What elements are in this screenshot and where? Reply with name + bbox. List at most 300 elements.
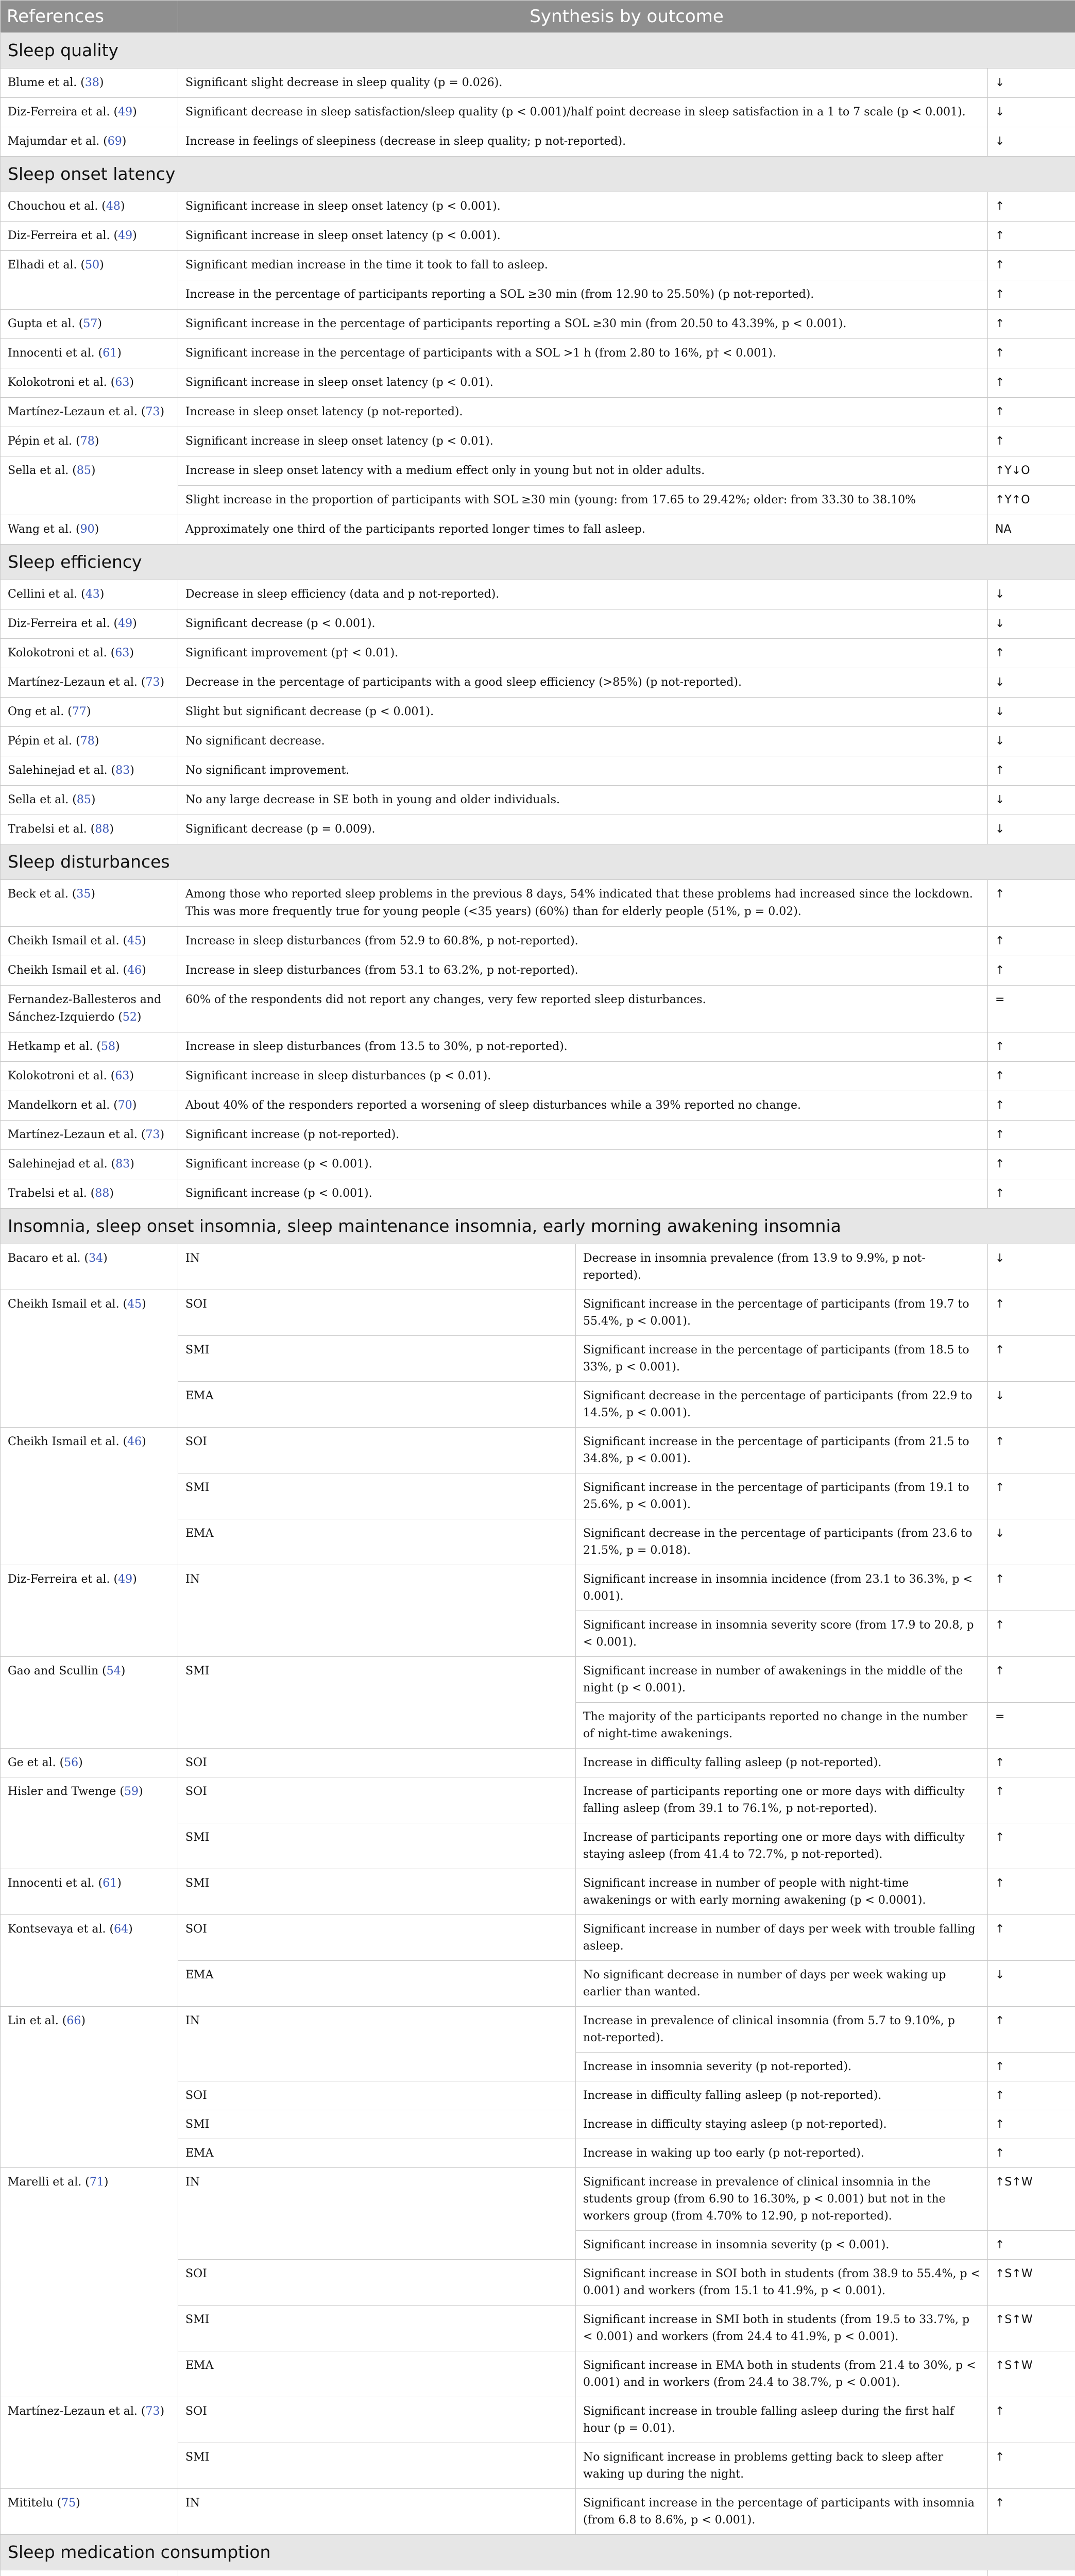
insomnia-type: EMA — [178, 2139, 576, 2168]
table-row — [1, 815, 1075, 844]
citation-link[interactable]: 50 — [85, 259, 100, 272]
citation-link[interactable]: 49 — [118, 1573, 133, 1586]
insomnia-type: SOI — [178, 1915, 576, 1961]
citation-link[interactable]: 77 — [72, 705, 87, 718]
insomnia-type: IN — [178, 2489, 576, 2535]
outcome-description: Increase in sleep disturbances (from 53.1 to 63.2%, p not-reported). — [178, 956, 988, 986]
reference-name: Diz-Ferreira et al. — [8, 1573, 110, 1586]
reference-name: Wang et al. — [8, 523, 73, 536]
outcome-description: Significant increase in sleep onset latency (p < 0.001). — [178, 222, 988, 251]
outcome-description: Decrease in sleep efficiency (data and p not-reported). — [178, 580, 988, 609]
reference-cell: Beck et al. (35) — [1, 880, 178, 927]
direction-indicator: ↓ — [988, 668, 1075, 698]
table-row — [1, 1062, 1075, 1091]
reference-name: Martínez-Lezaun et al. — [8, 676, 138, 689]
outcome-description: Increase in sleep disturbances (from 13.5 to 30%, p not-reported). — [178, 1032, 988, 1062]
reference-cell: Diz-Ferreira et al. (49) — [1, 222, 178, 251]
direction-indicator: ↑ — [988, 398, 1075, 427]
citation-link[interactable]: 57 — [83, 317, 98, 330]
citation-link[interactable]: 69 — [107, 135, 122, 148]
reference-name: Trabelsi et al. — [8, 1187, 87, 1200]
reference-cell: Cellini et al. (43) — [1, 580, 178, 609]
outcome-description: Significant increase in insomnia incidence (from 23.1 to 36.3%, p < 0.001). — [576, 1565, 988, 1611]
reference-cell: Innocenti et al. (61) — [1, 339, 178, 368]
outcome-description: Significant increase in number of days per week with trouble falling asleep. — [576, 1915, 988, 1961]
reference-name: Gao and Scullin — [8, 1665, 99, 1677]
insomnia-type: SMI — [178, 1336, 576, 1382]
section-header-row — [1, 844, 1075, 880]
reference-name: Martínez-Lezaun et al. — [8, 1128, 138, 1141]
table-row — [1, 1915, 1075, 1961]
reference-cell: Salehinejad et al. (83) — [1, 1150, 178, 1179]
reference-cell: Trabelsi et al. (88) — [1, 815, 178, 844]
direction-indicator: ↑S↑W — [988, 2260, 1075, 2306]
citation-link[interactable]: 52 — [122, 1011, 137, 1024]
citation-link[interactable]: 73 — [145, 405, 160, 418]
direction-indicator: ↑ — [988, 756, 1075, 786]
section-title: Sleep disturbances — [1, 844, 1075, 880]
reference-name: Kolokotroni et al. — [8, 647, 107, 659]
citation-link[interactable]: 49 — [118, 229, 133, 242]
direction-indicator: ↑ — [988, 1657, 1075, 1703]
outcome-description: The majority of the participants reported no change in the number of night-time awakenings. — [576, 1703, 988, 1749]
reference-name: Ong et al. — [8, 705, 64, 718]
outcome-description: Increase in prevalence of clinical insomnia (from 5.7 to 9.10%, p not-reported). — [576, 2007, 988, 2053]
direction-indicator: ↑ — [988, 1062, 1075, 1091]
insomnia-type: EMA — [178, 1961, 576, 2007]
direction-indicator: ↑ — [988, 1336, 1075, 1382]
direction-indicator: ↑ — [988, 222, 1075, 251]
insomnia-type: EMA — [178, 2351, 576, 2397]
reference-name: Cheikh Ismail et al. — [8, 1435, 120, 1448]
reference-name: Innocenti et al. — [8, 347, 95, 360]
table-row — [1, 2007, 1075, 2053]
direction-indicator: ↓ — [988, 1961, 1075, 2007]
citation-link[interactable]: 78 — [80, 735, 95, 748]
citation-link[interactable]: 46 — [127, 964, 142, 977]
citation-link[interactable]: 34 — [89, 1252, 104, 1265]
insomnia-type: SMI — [178, 2306, 576, 2351]
reference-cell: Innocenti et al. (61) — [1, 1869, 178, 1915]
direction-indicator: ↑ — [988, 1091, 1075, 1121]
citation-link[interactable]: 56 — [64, 1756, 79, 1769]
citation-link[interactable]: 83 — [115, 1158, 130, 1171]
outcome-description: Significant slight decrease in sleep quality (p = 0.026). — [178, 69, 988, 98]
reference-cell: Pépin et al. (78) — [1, 427, 178, 456]
citation-link[interactable]: 70 — [117, 1099, 132, 1112]
direction-indicator: ↑ — [988, 251, 1075, 280]
reference-name: Majumdar et al. — [8, 135, 100, 148]
table-row — [1, 1032, 1075, 1062]
reference-cell: Cheikh Ismail et al. (46) — [1, 956, 178, 986]
outcome-description: Significant increase in the percentage of participants (from 19.7 to 55.4%, p < 0.001). — [576, 1290, 988, 1336]
table-row — [1, 310, 1075, 339]
reference-cell: Diz-Ferreira et al. (49) — [1, 609, 178, 639]
table-row — [1, 986, 1075, 1032]
table-row — [1, 1290, 1075, 1336]
reference-name: Cheikh Ismail et al. — [8, 1298, 120, 1311]
reference-name: Cheikh Ismail et al. — [8, 964, 120, 977]
reference-name: Diz-Ferreira et al. — [8, 229, 110, 242]
direction-indicator: ↑ — [988, 2231, 1075, 2260]
citation-link[interactable]: 90 — [80, 523, 95, 536]
direction-indicator: ↑ — [988, 2053, 1075, 2081]
reference-name: Diz-Ferreira et al. — [8, 106, 110, 118]
reference-name: Innocenti et al. — [8, 1877, 95, 1890]
citation-link[interactable]: 73 — [145, 2405, 160, 2418]
insomnia-type: SOI — [178, 1777, 576, 1823]
reference-name: Martínez-Lezaun et al. — [8, 2405, 138, 2418]
outcome-description: Approximately one third of the participants reported longer times to fall asleep. — [178, 515, 988, 545]
outcome-description: Significant increase in sleep onset latency (p < 0.01). — [178, 427, 988, 456]
reference-name: Beck et al. — [8, 888, 69, 901]
table-row — [1, 1428, 1075, 1473]
table-row — [1, 1565, 1075, 1611]
direction-indicator: ↑ — [988, 2489, 1075, 2535]
direction-indicator: ↓ — [988, 698, 1075, 727]
outcome-description: 60% of the respondents did not report any changes, very few reported sleep disturbances. — [178, 986, 988, 1032]
citation-link[interactable]: 61 — [103, 347, 117, 360]
direction-indicator: ↑ — [988, 2139, 1075, 2168]
citation-link[interactable]: 48 — [106, 200, 121, 213]
reference-cell: Wang et al. (90) — [1, 515, 178, 545]
reference-cell: Blume et al. (38) — [1, 69, 178, 98]
outcome-description: No any large decrease in SE both in young and older individuals. — [178, 786, 988, 815]
outcome-description: Increase in sleep onset latency with a medium effect only in young but not in older adults. — [178, 456, 988, 486]
table-row — [1, 1657, 1075, 1703]
outcome-description: Significant increase in prevalence of clinical insomnia in the students group (from 6.90 to 16.30%, p < 0.001) but not in the workers group (from 4.70% to 12.90, p not-reported). — [576, 2168, 988, 2231]
direction-indicator: ↑ — [988, 1179, 1075, 1209]
outcome-description: About 40% of the responders reported a worsening of sleep disturbances while a 39% reported no change. — [178, 1091, 988, 1121]
section-title: Sleep quality — [1, 33, 1075, 69]
direction-indicator: ↑ — [988, 2110, 1075, 2139]
outcome-description: Significant increase in the percentage of participants (from 19.1 to 25.6%, p < 0.001). — [576, 1473, 988, 1519]
reference-cell: Kolokotroni et al. (63) — [1, 639, 178, 668]
citation-link[interactable]: 88 — [95, 823, 110, 836]
citation-link[interactable]: 85 — [76, 793, 91, 806]
direction-indicator: ↑ — [988, 1869, 1075, 1915]
direction-indicator: ↓ — [988, 609, 1075, 639]
reference-name: Pépin et al. — [8, 735, 73, 748]
reference-cell: Elhadi et al. (50) — [1, 251, 178, 310]
outcome-description: Increase of participants reporting one or more days with difficulty falling asleep (from 39.1 to 76.1%, p not-reported). — [576, 1777, 988, 1823]
outcome-description: Slight but significant decrease (p < 0.001). — [178, 698, 988, 727]
direction-indicator: ↑ — [988, 2081, 1075, 2110]
reference-cell: Cheikh Ismail et al. (45) — [1, 927, 178, 956]
citation-link[interactable]: 58 — [101, 1040, 116, 1053]
citation-link[interactable]: 73 — [145, 1128, 160, 1141]
reference-cell: Gao and Scullin (54) — [1, 1657, 178, 1749]
table-row — [1, 786, 1075, 815]
insomnia-type: SOI — [178, 1290, 576, 1336]
reference-cell: Diz-Ferreira et al. (49) — [1, 98, 178, 127]
reference-name: Fernandez-Ballesteros and Sánchez-Izquierdo — [8, 993, 162, 1024]
outcome-description: Increase in sleep disturbances (from 52.9 to 60.8%, p not-reported). — [178, 927, 988, 956]
insomnia-type: SMI — [178, 1823, 576, 1869]
outcome-description: Significant increase in the percentage of participants reporting a SOL ≥30 min (from 20.50 to 43.39%, p < 0.001). — [178, 310, 988, 339]
insomnia-type: EMA — [178, 1519, 576, 1565]
section-header-row — [1, 157, 1075, 192]
citation-link[interactable]: 75 — [61, 2497, 76, 2510]
direction-indicator: ↑ — [988, 1823, 1075, 1869]
citation-link[interactable]: 63 — [115, 1070, 130, 1082]
reference-name: Hetkamp et al. — [8, 1040, 93, 1053]
citation-link[interactable]: 35 — [76, 888, 91, 901]
reference-cell: Majumdar et al. (69) — [1, 127, 178, 157]
direction-indicator: ↑ — [988, 192, 1075, 222]
table-row — [1, 1121, 1075, 1150]
table-row — [1, 98, 1075, 127]
reference-cell: Mandelkorn et al. (70) — [1, 1091, 178, 1121]
table-row — [1, 222, 1075, 251]
table-row — [1, 515, 1075, 545]
reference-name: Lin et al. — [8, 2014, 59, 2027]
reference-name: Salehinejad et al. — [8, 1158, 108, 1171]
reference-cell: Hetkamp et al. (58) — [1, 1032, 178, 1062]
direction-indicator: ↑ — [988, 1473, 1075, 1519]
reference-name: Mititelu — [8, 2497, 54, 2510]
outcome-description: Increase in the percentage of participants reporting a SOL ≥30 min (from 12.90 to 25.50%) (p not-reported). — [178, 280, 988, 310]
outcome-description: Significant decrease in sleep satisfaction/sleep quality (p < 0.001)/half point decrease in sleep satisfaction in a 1 to 7 scale (p < 0.001). — [178, 98, 988, 127]
citation-link[interactable]: 78 — [80, 435, 95, 448]
table-row — [1, 127, 1075, 157]
reference-cell: Martínez-Lezaun et al. (73) — [1, 2397, 178, 2489]
reference-name: Trabelsi et al. — [8, 823, 87, 836]
outcome-description: Significant increase in insomnia severity (p < 0.001). — [576, 2231, 988, 2260]
outcome-description — [178, 2570, 988, 2576]
outcome-description: Significant increase in the percentage of participants with a SOL >1 h (from 2.80 to 16%, p† < 0.001). — [178, 339, 988, 368]
outcome-description: Significant increase in the percentage of participants with insomnia (from 6.8 to 8.6%, p < 0.001). — [576, 2489, 988, 2535]
table-row — [1, 727, 1075, 756]
citation-link[interactable]: 66 — [66, 2014, 81, 2027]
outcome-description: Increase in waking up too early (p not-reported). — [576, 2139, 988, 2168]
table-row — [1, 69, 1075, 98]
direction-indicator: ↑S↑W — [988, 2306, 1075, 2351]
outcome-description: Significant decrease in the percentage of participants (from 22.9 to 14.5%, p < 0.001). — [576, 1382, 988, 1428]
direction-indicator: ↑Y↑O — [988, 486, 1075, 515]
table-row — [1, 339, 1075, 368]
reference-cell: Cheikh Ismail et al. (46) — [1, 1428, 178, 1565]
reference-name: Sella et al. — [8, 464, 69, 477]
insomnia-type: SMI — [178, 2443, 576, 2489]
direction-indicator: ↓ — [988, 98, 1075, 127]
table-row — [1, 1091, 1075, 1121]
outcome-description: Decrease in insomnia prevalence (from 13.9 to 9.9%, p not-reported). — [576, 1244, 988, 1290]
outcome-description: Significant increase in SOI both in students (from 38.9 to 55.4%, p < 0.001) and workers (from 15.1 to 41.9%, p < 0.001). — [576, 2260, 988, 2306]
table-row — [1, 192, 1075, 222]
direction-indicator: ↑ — [988, 1749, 1075, 1777]
direction-indicator: ↓ — [988, 69, 1075, 98]
outcome-description: Significant increase in sleep onset latency (p < 0.001). — [178, 192, 988, 222]
outcome-description: No significant improvement. — [178, 756, 988, 786]
reference-cell: Bacaro et al. (34) — [1, 1244, 178, 1290]
direction-indicator: ↑ — [988, 1428, 1075, 1473]
insomnia-type: SMI — [178, 2110, 576, 2139]
reference-name: Pépin et al. — [8, 435, 73, 448]
direction-indicator: ↑ — [988, 927, 1075, 956]
insomnia-type: SMI — [178, 1869, 576, 1915]
table-row — [1, 2570, 1075, 2576]
table-row — [1, 756, 1075, 786]
table-row — [1, 251, 1075, 280]
direction-indicator: ↑ — [988, 639, 1075, 668]
citation-link[interactable]: 61 — [103, 1877, 117, 1890]
direction-indicator: = — [988, 1703, 1075, 1749]
citation-link[interactable]: 63 — [115, 647, 130, 659]
citation-link[interactable]: 83 — [115, 764, 130, 777]
reference-name: Hisler and Twenge — [8, 1785, 116, 1798]
references-column-header: References — [1, 1, 178, 33]
reference-name: Diz-Ferreira et al. — [8, 617, 110, 630]
citation-link[interactable]: 71 — [89, 2176, 104, 2189]
table-header-row — [1, 1, 1075, 33]
citation-link[interactable]: 49 — [118, 617, 133, 630]
reference-name: Ge et al. — [8, 1756, 56, 1769]
direction-indicator: ↑S↑W — [988, 2168, 1075, 2231]
outcome-description: Among those who reported sleep problems in the previous 8 days, 54% indicated that these problems had increased since the lockdown. This was more frequently true for young people (<35 years) (60%) than for elderly people (51%, p = 0.02). — [178, 880, 988, 927]
reference-name: Cheikh Ismail et al. — [8, 935, 120, 947]
citation-link[interactable]: 49 — [118, 106, 133, 118]
table-row — [1, 427, 1075, 456]
outcome-description: Significant improvement (p† < 0.01). — [178, 639, 988, 668]
citation-link[interactable]: 45 — [127, 1298, 142, 1311]
direction-indicator: ↓ — [988, 727, 1075, 756]
direction-indicator: ↑ — [988, 1032, 1075, 1062]
outcome-description: Significant increase in number of people with night-time awakenings or with early morning awakening (p < 0.0001). — [576, 1869, 988, 1915]
table-row — [1, 580, 1075, 609]
outcome-description: Increase of participants reporting one or more days with difficulty staying asleep (from 41.4 to 72.7%, p not-reported). — [576, 1823, 988, 1869]
outcome-description: Significant increase in the percentage of participants (from 18.5 to 33%, p < 0.001). — [576, 1336, 988, 1382]
section-title: Sleep efficiency — [1, 545, 1075, 580]
direction-indicator: ↑ — [988, 2007, 1075, 2053]
insomnia-type: SOI — [178, 1428, 576, 1473]
outcome-description: Increase in sleep onset latency (p not-reported). — [178, 398, 988, 427]
citation-link[interactable]: 46 — [127, 1435, 142, 1448]
table-row — [1, 609, 1075, 639]
reference-name: Cellini et al. — [8, 588, 78, 601]
reference-cell: Ong et al. (77) — [1, 698, 178, 727]
citation-link[interactable]: 64 — [114, 1923, 129, 1936]
citation-link[interactable]: 88 — [95, 1187, 110, 1200]
direction-indicator: ↑ — [988, 1777, 1075, 1823]
direction-indicator: ↓ — [988, 580, 1075, 609]
reference-name: Kolokotroni et al. — [8, 1070, 107, 1082]
reference-name: Marelli et al. — [8, 2176, 82, 2189]
table-row — [1, 2397, 1075, 2443]
reference-cell: Salehinejad et al. (83) — [1, 756, 178, 786]
table-row — [1, 956, 1075, 986]
table-row — [1, 668, 1075, 698]
section-title: Insomnia, sleep onset insomnia, sleep maintenance insomnia, early morning awakening insomnia — [1, 1209, 1075, 1244]
outcome-description: Significant increase (p < 0.001). — [178, 1179, 988, 1209]
citation-link[interactable]: 85 — [76, 464, 91, 477]
outcome-description: Increase in difficulty falling asleep (p not-reported). — [576, 1749, 988, 1777]
direction-indicator: ↑ — [988, 310, 1075, 339]
citation-link[interactable]: 38 — [84, 76, 99, 89]
direction-indicator: NA — [988, 515, 1075, 545]
reference-cell: Kolokotroni et al. (63) — [1, 368, 178, 398]
direction-indicator: ↑ — [988, 956, 1075, 986]
outcome-description: Increase in insomnia severity (p not-reported). — [576, 2053, 988, 2081]
insomnia-type: SOI — [178, 2081, 576, 2110]
insomnia-type: EMA — [178, 1382, 576, 1428]
direction-indicator: ↑ — [988, 368, 1075, 398]
direction-indicator: ↑ — [988, 880, 1075, 927]
outcome-description: Increase in difficulty staying asleep (p not-reported). — [576, 2110, 988, 2139]
insomnia-type: SOI — [178, 2397, 576, 2443]
outcome-description: Significant increase in insomnia severity score (from 17.9 to 20.8, p < 0.001). — [576, 1611, 988, 1657]
reference-cell: Chouchou et al. (48) — [1, 192, 178, 222]
reference-cell: Mititelu (75) — [1, 2489, 178, 2535]
outcome-description: Significant increase in SMI both in students (from 19.5 to 33.7%, p < 0.001) and workers (from 24.4 to 41.9%, p < 0.001). — [576, 2306, 988, 2351]
direction-indicator: ↑ — [988, 1290, 1075, 1336]
table-row — [1, 398, 1075, 427]
reference-name: Sella et al. — [8, 793, 69, 806]
outcome-description: Increase in difficulty falling asleep (p not-reported). — [576, 2081, 988, 2110]
outcome-description: Significant increase in the percentage of participants (from 21.5 to 34.8%, p < 0.001). — [576, 1428, 988, 1473]
table-row — [1, 1749, 1075, 1777]
table-row — [1, 1869, 1075, 1915]
outcome-description: Significant decrease in the percentage of participants (from 23.6 to 21.5%, p = 0.018). — [576, 1519, 988, 1565]
citation-link[interactable]: 54 — [106, 1665, 121, 1677]
table-row — [1, 880, 1075, 927]
table-row — [1, 1150, 1075, 1179]
citation-link[interactable]: 73 — [145, 676, 160, 689]
reference-cell: Lin et al. (66) — [1, 2007, 178, 2168]
reference-name: Elhadi et al. — [8, 259, 77, 272]
reference-cell: Trabelsi et al. (88) — [1, 1179, 178, 1209]
direction-indicator: ↑ — [988, 2397, 1075, 2443]
outcome-description: Significant increase in EMA both in students (from 21.4 to 30%, p < 0.001) and in workers (from 24.4 to 38.7%, p < 0.001). — [576, 2351, 988, 2397]
direction-indicator: ↑ — [988, 1150, 1075, 1179]
reference-name: Mandelkorn et al. — [8, 1099, 110, 1112]
insomnia-type: SOI — [178, 1749, 576, 1777]
section-header-row — [1, 33, 1075, 69]
citation-link[interactable]: 43 — [85, 588, 100, 601]
direction-indicator: ↑ — [988, 1611, 1075, 1657]
direction-indicator — [988, 2570, 1075, 2576]
reference-name: Kolokotroni et al. — [8, 376, 107, 389]
table-row — [1, 456, 1075, 486]
outcome-description: Significant increase (p < 0.001). — [178, 1150, 988, 1179]
direction-indicator: ↑ — [988, 1121, 1075, 1150]
reference-name: Martínez-Lezaun et al. — [8, 405, 138, 418]
reference-cell — [1, 2570, 178, 2576]
direction-indicator: ↑Y↓O — [988, 456, 1075, 486]
outcome-description: Significant median increase in the time it took to fall to asleep. — [178, 251, 988, 280]
table-row — [1, 698, 1075, 727]
citation-link[interactable]: 59 — [124, 1785, 139, 1798]
outcome-description: Significant decrease (p = 0.009). — [178, 815, 988, 844]
outcome-description: Significant increase in sleep onset latency (p < 0.01). — [178, 368, 988, 398]
citation-link[interactable]: 63 — [115, 376, 130, 389]
citation-link[interactable]: 45 — [127, 935, 142, 947]
reference-cell: Hisler and Twenge (59) — [1, 1777, 178, 1869]
direction-indicator: ↑ — [988, 339, 1075, 368]
direction-indicator: ↑ — [988, 2443, 1075, 2489]
direction-indicator: = — [988, 986, 1075, 1032]
reference-name: Gupta et al. — [8, 317, 75, 330]
reference-cell: Diz-Ferreira et al. (49) — [1, 1565, 178, 1657]
reference-cell: Pépin et al. (78) — [1, 727, 178, 756]
outcome-description: Slight increase in the proportion of participants with SOL ≥30 min (young: from 17.65 to 29.42%; older: from 33.30 to 38.10% — [178, 486, 988, 515]
reference-cell: Marelli et al. (71) — [1, 2168, 178, 2397]
outcome-description: Significant decrease (p < 0.001). — [178, 609, 988, 639]
insomnia-type: SMI — [178, 1473, 576, 1519]
reference-cell: Kolokotroni et al. (63) — [1, 1062, 178, 1091]
section-title: Sleep medication consumption — [1, 2535, 1075, 2570]
insomnia-type: IN — [178, 1244, 576, 1290]
